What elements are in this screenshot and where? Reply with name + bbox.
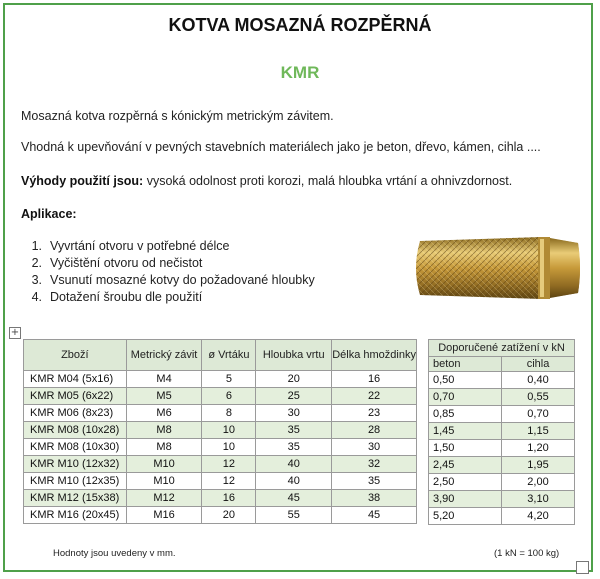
table-cell: 45 (332, 507, 417, 524)
resize-handle[interactable] (576, 561, 589, 574)
list-item (20, 272, 315, 289)
table-cell: 1,20 (502, 440, 575, 457)
advantages-label: Výhody použití jsou: (21, 174, 144, 188)
table-cell: KMR M08 (10x28) (24, 422, 127, 439)
table-cell: 12 (202, 473, 256, 490)
table-row (24, 507, 417, 524)
list-item (20, 255, 315, 272)
table-cell: 25 (256, 388, 332, 405)
table-cell: 0,70 (502, 406, 575, 423)
column-header: cihla (502, 357, 575, 372)
table-cell: 0,85 (429, 406, 502, 423)
advantages (21, 174, 512, 188)
step-text: Vsunutí mosazné kotvy do požadované hloubky (50, 273, 315, 287)
table-row (429, 440, 575, 457)
table-row (429, 508, 575, 525)
table-cell: 12 (202, 456, 256, 473)
table-cell: 0,40 (502, 372, 575, 389)
table-cell: M8 (126, 439, 202, 456)
table-cell: 8 (202, 405, 256, 422)
table-cell: 30 (256, 405, 332, 422)
table-cell: 35 (256, 439, 332, 456)
table-cell: 1,50 (429, 440, 502, 457)
table-cell: 35 (332, 473, 417, 490)
table-cell: M16 (126, 507, 202, 524)
table-row (429, 406, 575, 423)
table-cell: 4,20 (502, 508, 575, 525)
table-row (24, 473, 417, 490)
table-cell: 10 (202, 439, 256, 456)
product-code: KMR (280, 63, 320, 82)
step-number: 1. (31, 239, 42, 253)
table-cell: 5,20 (429, 508, 502, 525)
table-cell: 16 (202, 490, 256, 507)
specification-table (23, 339, 417, 524)
table-cell: 23 (332, 405, 417, 422)
table-cell: M12 (126, 490, 202, 507)
table-cell: KMR M05 (6x22) (24, 388, 127, 405)
step-number: 3. (31, 273, 42, 287)
conversion-note: (1 kN = 100 kg) (494, 548, 560, 559)
list-item (20, 289, 315, 306)
table-cell: 10 (202, 422, 256, 439)
column-header: Metrický závit (126, 340, 202, 371)
table-row (24, 422, 417, 439)
table-cell: KMR M04 (5x16) (24, 371, 127, 388)
table-cell: 2,00 (502, 474, 575, 491)
table-cell: 45 (256, 490, 332, 507)
table-cell: KMR M16 (20x45) (24, 507, 127, 524)
step-text: Vyčištění otvoru od nečistot (50, 256, 203, 270)
table-cell: 2,50 (429, 474, 502, 491)
table-row (429, 389, 575, 406)
table-row (429, 474, 575, 491)
table-cell: 3,90 (429, 491, 502, 508)
table-cell: 16 (332, 371, 417, 388)
table-cell: KMR M08 (10x30) (24, 439, 127, 456)
table-cell: 30 (332, 439, 417, 456)
table-row (429, 491, 575, 508)
table-cell: KMR M06 (8x23) (24, 405, 127, 422)
table-cell: 0,70 (429, 389, 502, 406)
table-row (24, 371, 417, 388)
table-cell: 20 (202, 507, 256, 524)
table-row (24, 388, 417, 405)
table-cell: 0,55 (502, 389, 575, 406)
table-cell: 1,45 (429, 423, 502, 440)
step-text: Dotažení šroubu dle použití (50, 290, 203, 304)
table-cell: 40 (256, 473, 332, 490)
column-header: ø Vrtáku (202, 340, 256, 371)
advantages-text: vysoká odolnost proti korozi, malá hloubka vrtání a ohnivzdornost. (143, 174, 513, 188)
table-cell: 28 (332, 422, 417, 439)
application-heading (21, 207, 77, 221)
table-row (24, 405, 417, 422)
load-table (428, 339, 575, 525)
table-cell: M10 (126, 473, 202, 490)
step-text: Vyvrtání otvoru v potřebné délce (50, 239, 230, 253)
table-cell: 35 (256, 422, 332, 439)
list-item (20, 238, 315, 255)
column-header: beton (429, 357, 502, 372)
table-row (24, 439, 417, 456)
table-cell: KMR M10 (12x35) (24, 473, 127, 490)
table-cell: 1,95 (502, 457, 575, 474)
step-number: 2. (31, 256, 42, 270)
application-label: Aplikace: (21, 207, 77, 221)
table-cell: M10 (126, 456, 202, 473)
table-cell: 32 (332, 456, 417, 473)
application-steps (20, 238, 315, 306)
table-cell: 2,45 (429, 457, 502, 474)
intro-line-2: Vhodná k upevňování v pevných stavebních materiálech jako je beton, dřevo, kámen, cihla .... (21, 140, 541, 154)
table-cell: 22 (332, 388, 417, 405)
table-cell: 5 (202, 371, 256, 388)
table-cell: M6 (126, 405, 202, 422)
table-cell: M4 (126, 371, 202, 388)
brass-anchor-image (410, 233, 582, 303)
intro-line-1: Mosazná kotva rozpěrná s kónickým metrickým závitem. (21, 109, 334, 123)
table-cell: 1,15 (502, 423, 575, 440)
table-cell: M5 (126, 388, 202, 405)
table-cell: 38 (332, 490, 417, 507)
units-note: Hodnoty jsou uvedeny v mm. (53, 548, 176, 559)
table-row (429, 457, 575, 474)
step-number: 4. (31, 290, 42, 304)
table-row (429, 372, 575, 389)
table-row (24, 456, 417, 473)
table-cell: 6 (202, 388, 256, 405)
column-header: Zboží (24, 340, 127, 371)
column-header: Hloubka vrtu (256, 340, 332, 371)
column-header: Délka hmoždinky (332, 340, 417, 371)
table-cell: 55 (256, 507, 332, 524)
table-cell: 40 (256, 456, 332, 473)
table-cell: KMR M10 (12x32) (24, 456, 127, 473)
table-row (429, 423, 575, 440)
table-row (24, 490, 417, 507)
load-table-title: Doporučené zatížení v kN (429, 340, 575, 357)
table-cell: 0,50 (429, 372, 502, 389)
table-cell: M8 (126, 422, 202, 439)
page-title: KOTVA MOSAZNÁ ROZPĚRNÁ (168, 15, 432, 35)
table-cell: 20 (256, 371, 332, 388)
table-move-handle-icon[interactable]: + (10, 327, 20, 338)
table-cell: KMR M12 (15x38) (24, 490, 127, 507)
table-cell: 3,10 (502, 491, 575, 508)
